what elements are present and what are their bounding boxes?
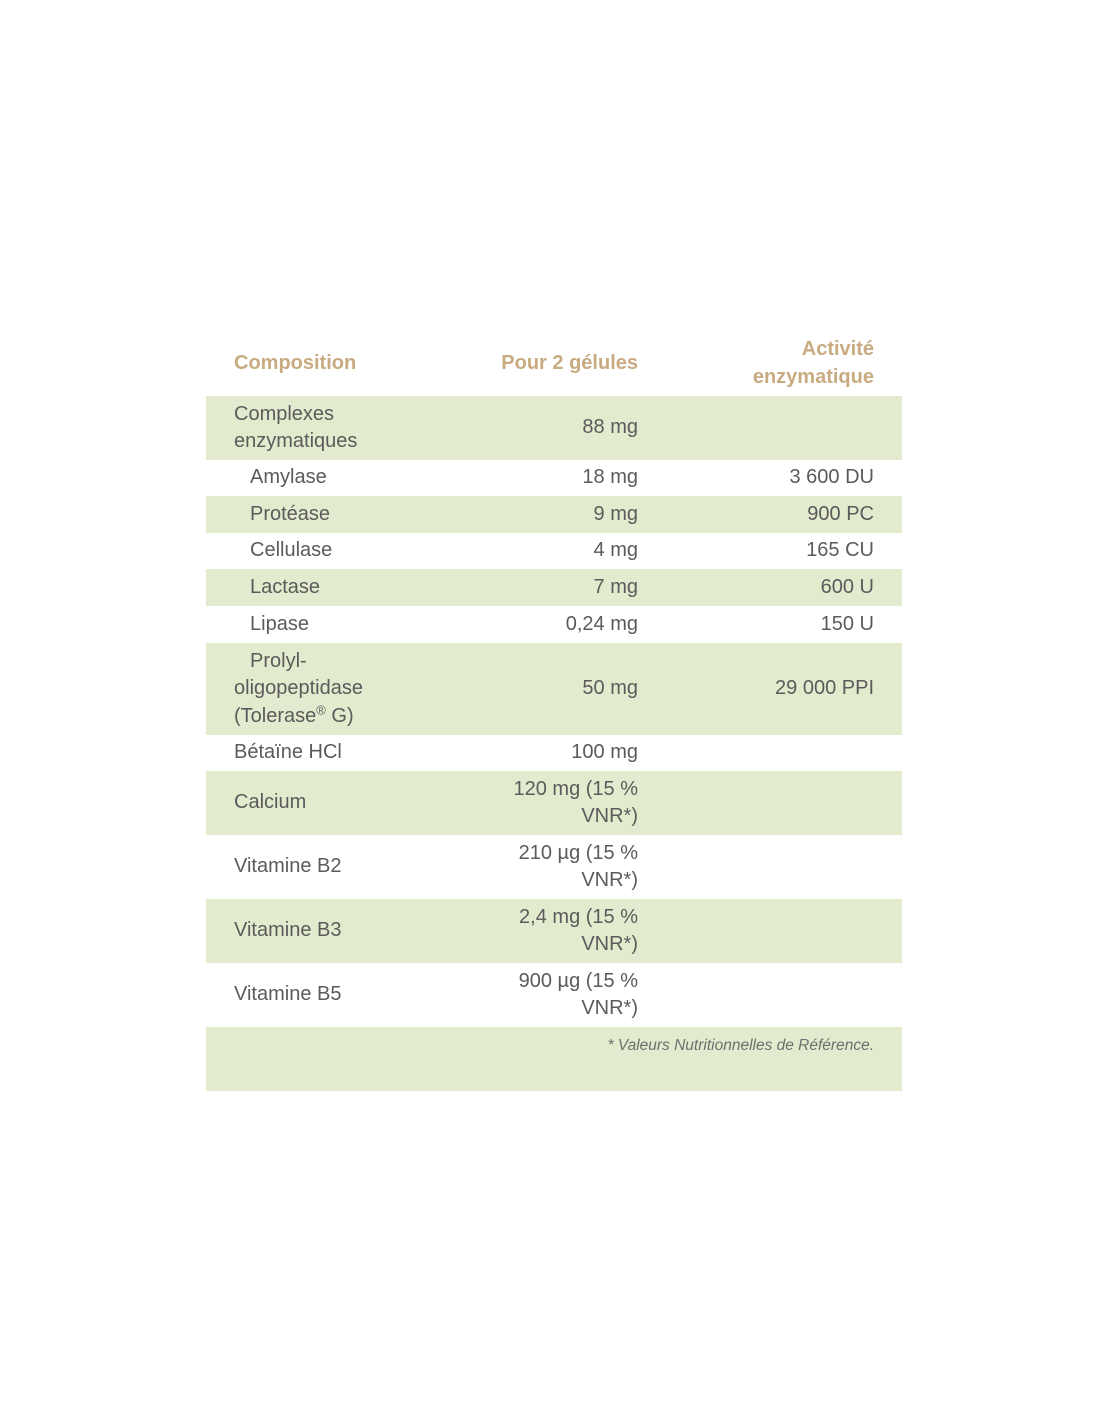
row-dose: 2,4 mg (15 % VNR*) [519, 905, 638, 955]
header-activity [638, 331, 902, 396]
row-name-line2: (Tolerase [234, 704, 317, 727]
row-activity: 150 U [820, 612, 874, 635]
row-name: Lactase [250, 575, 321, 598]
table-row [206, 460, 902, 496]
row-dose: 7 mg [593, 575, 638, 598]
header-composition: Composition [234, 351, 357, 374]
footnote-text: * Valeurs Nutritionnelles de Référence. [607, 1037, 874, 1054]
table-row [206, 496, 902, 533]
row-activity [638, 735, 902, 771]
table-row [206, 835, 902, 899]
table-row [206, 643, 902, 735]
row-name-line3: G) [325, 704, 354, 727]
header-activity-text: Activité enzymatique [752, 338, 874, 388]
row-dose: 4 mg [593, 539, 638, 562]
row-dose: 0,24 mg [565, 612, 638, 635]
table-row [206, 963, 902, 1027]
row-name: Vitamine B5 [234, 983, 342, 1006]
row-activity: 165 CU [806, 539, 874, 562]
row-name: Lipase [250, 612, 309, 635]
row-dose: 88 mg [582, 416, 638, 439]
row-dose: 100 mg [571, 741, 638, 764]
footnote-row [206, 1027, 902, 1091]
row-name: Bétaïne HCl [234, 741, 342, 764]
header-dose: Pour 2 gélules [501, 351, 638, 374]
registered-mark: ® [316, 702, 326, 718]
row-activity: 29 000 PPI [775, 677, 874, 700]
table-row [206, 771, 902, 835]
row-name: Vitamine B2 [234, 855, 342, 878]
row-activity [638, 963, 902, 1027]
row-name: Vitamine B3 [234, 919, 342, 942]
row-dose: 50 mg [582, 677, 638, 700]
table-header [206, 331, 902, 396]
table-row [206, 899, 902, 963]
row-activity: 900 PC [807, 502, 874, 525]
row-dose: 9 mg [593, 502, 638, 525]
row-activity [638, 835, 902, 899]
table-row [206, 606, 902, 643]
row-dose: 18 mg [582, 466, 638, 489]
table-row [206, 569, 902, 606]
row-activity: 600 U [820, 575, 874, 598]
row-name: Protéase [250, 502, 331, 525]
row-name-line1: Prolyl-oligopeptidase [234, 649, 363, 700]
table-row [206, 735, 902, 771]
row-activity [638, 396, 902, 460]
row-name: Complexes enzymatiques [234, 402, 358, 452]
row-dose: 900 µg (15 % VNR*) [518, 969, 638, 1019]
table-row [206, 396, 902, 460]
composition-table [206, 331, 902, 1091]
row-dose: 210 µg (15 % VNR*) [518, 841, 638, 891]
row-name: Calcium [234, 791, 307, 814]
row-name: Cellulase [250, 539, 333, 562]
row-name [206, 643, 464, 735]
row-activity: 3 600 DU [789, 466, 874, 489]
row-dose: 120 mg (15 % VNR*) [513, 777, 638, 827]
row-name: Amylase [250, 466, 327, 489]
table-row [206, 533, 902, 569]
row-activity [638, 899, 902, 963]
row-activity [638, 771, 902, 835]
